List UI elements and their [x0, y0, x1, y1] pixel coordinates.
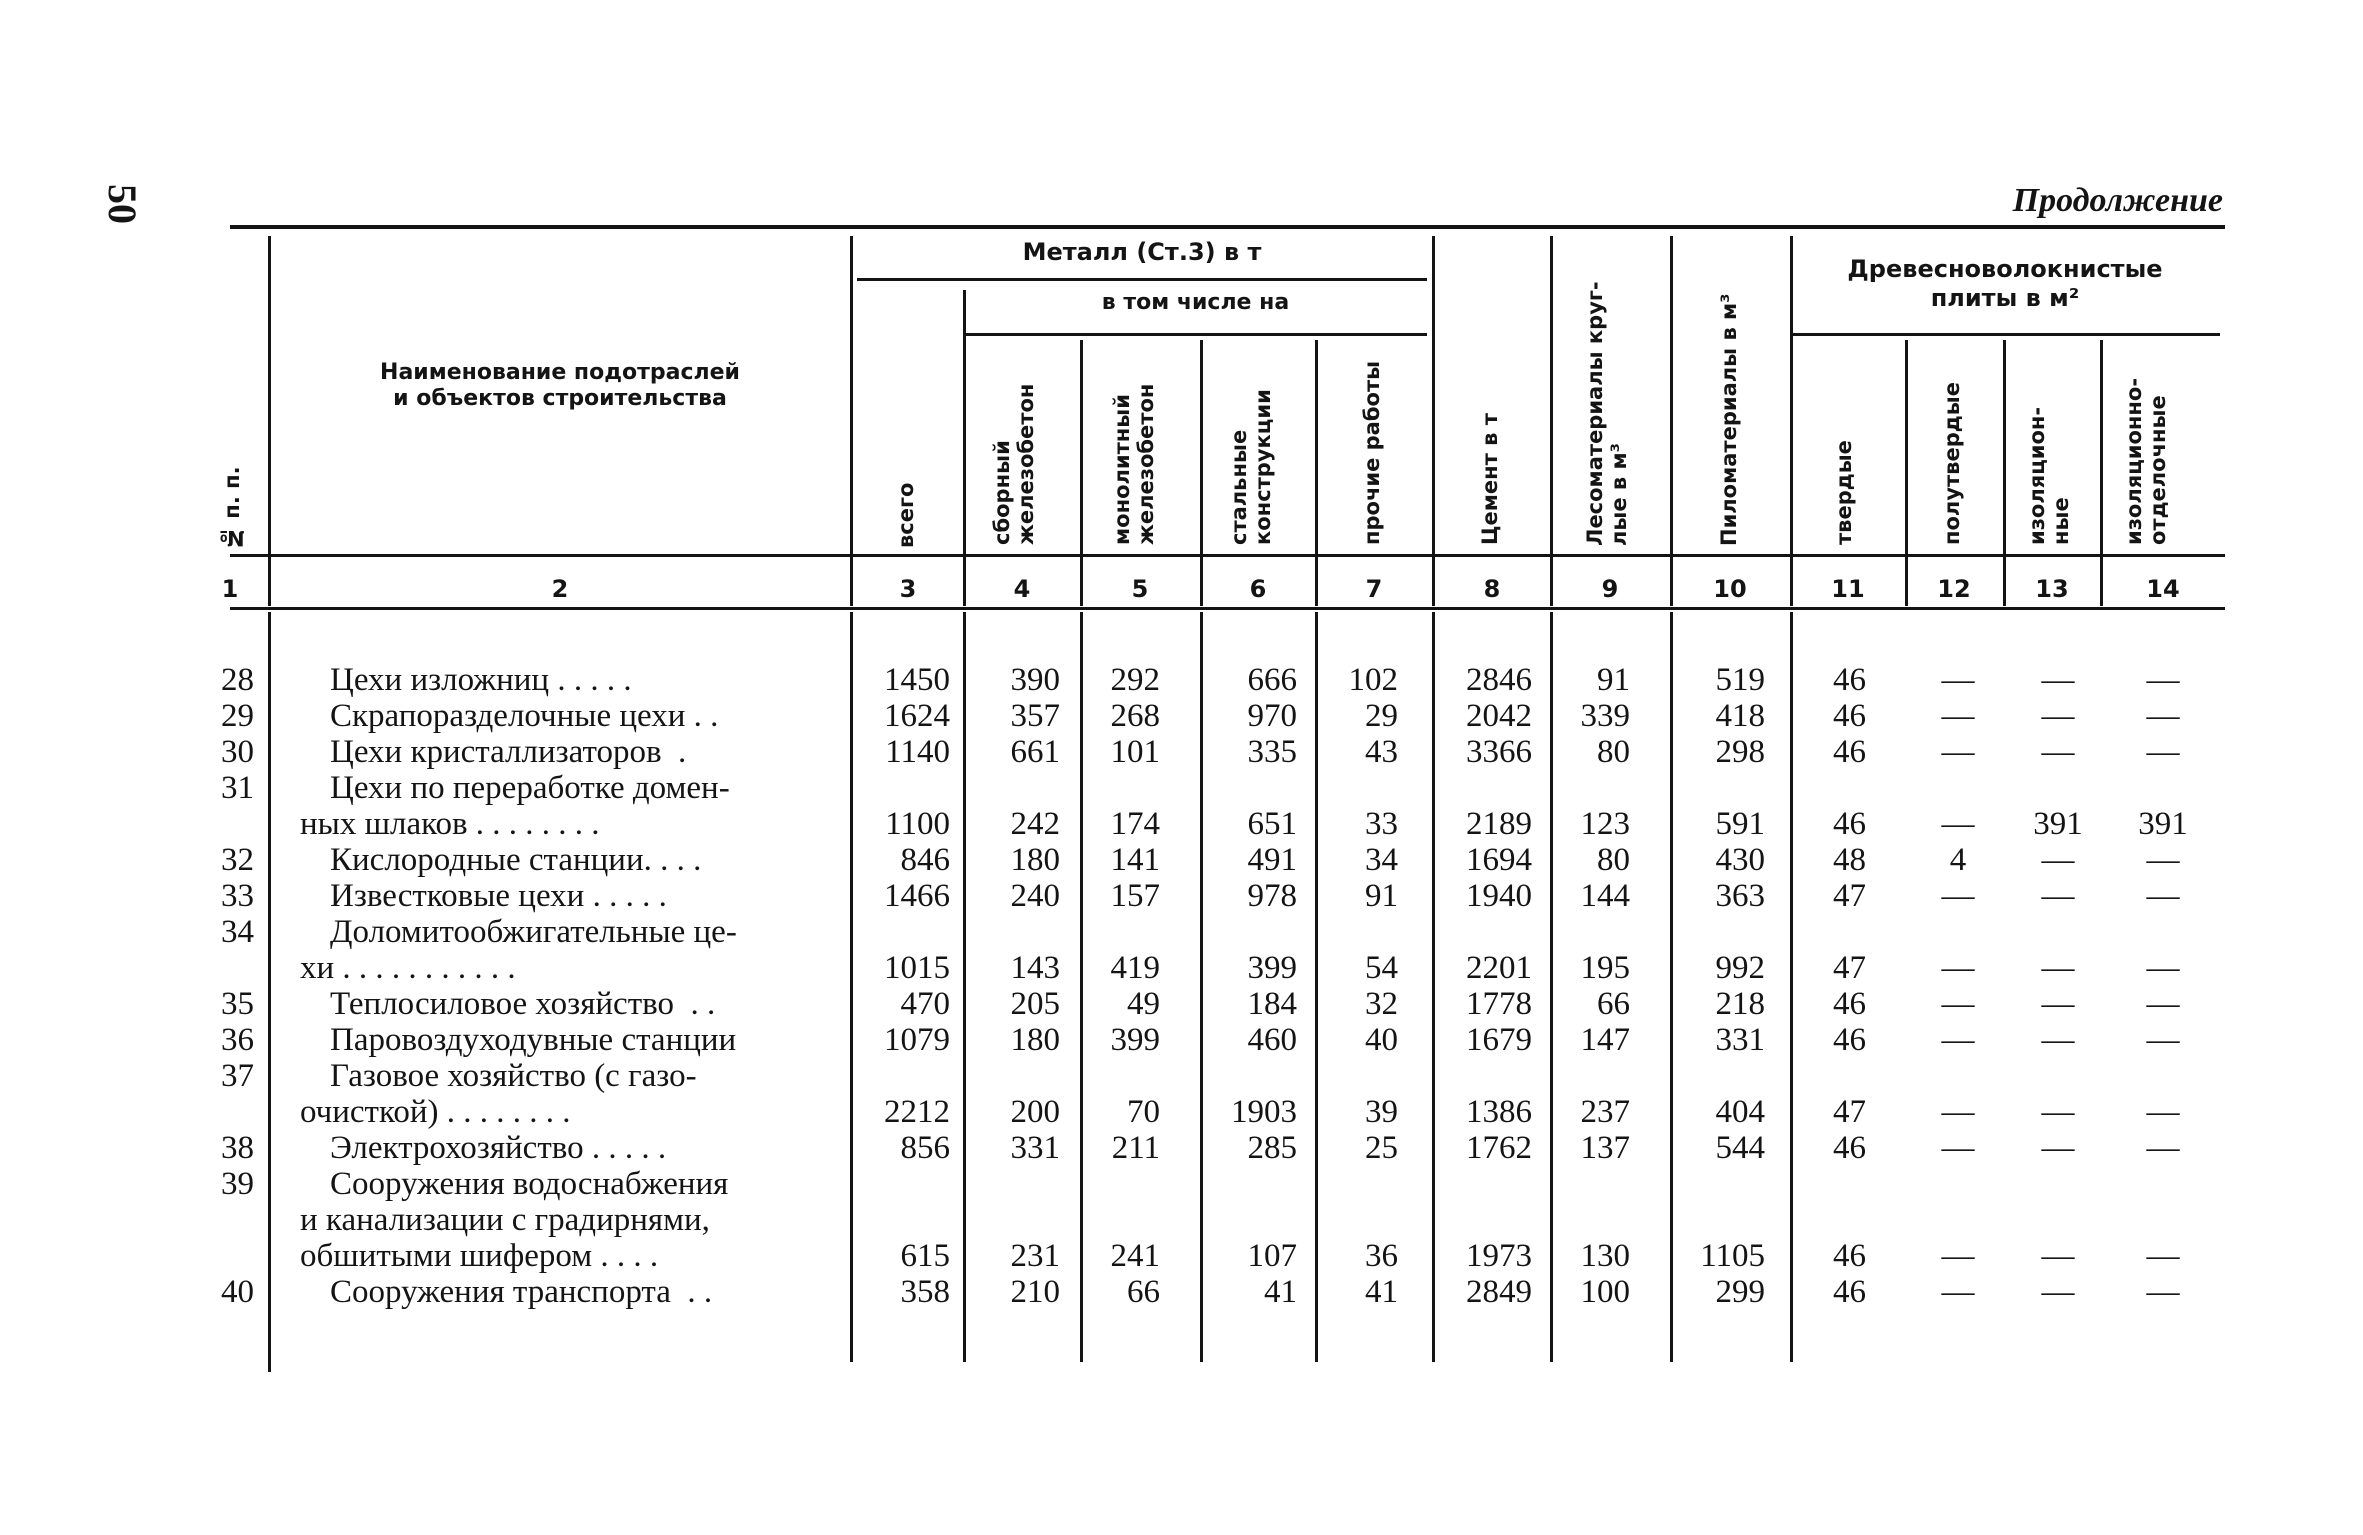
table-cell: 36: [1365, 1238, 1398, 1274]
table-cell: 615: [900, 1238, 950, 1274]
table-cell: —: [1941, 986, 1975, 1022]
table-cell: —: [2146, 842, 2180, 878]
table-cell: 41: [1264, 1274, 1297, 1310]
header-metal-subgroup: в том числе на: [1101, 290, 1290, 315]
table-cell: 47: [1833, 1094, 1866, 1130]
table-cell: —: [2146, 734, 2180, 770]
table-cell: 47: [1833, 878, 1866, 914]
table-cell: 339: [1580, 698, 1630, 734]
table-cell: 184: [1247, 986, 1297, 1022]
table-cell: 285: [1247, 1130, 1297, 1166]
table-cell: 100: [1580, 1274, 1630, 1310]
table-cell: 978: [1247, 878, 1297, 914]
col-divider: [1200, 340, 1203, 606]
table-cell: 4: [1949, 842, 1967, 878]
table-cell: 46: [1833, 662, 1866, 698]
table-cell: —: [1941, 1130, 1975, 1166]
table-cell: —: [1941, 1274, 1975, 1310]
table-cell: 242: [1010, 806, 1060, 842]
table-cell: 25: [1365, 1130, 1398, 1166]
col-divider: [2003, 340, 2006, 606]
header-num: № п. п.: [220, 466, 244, 550]
row-name: Газовое хозяйство (с газо-: [330, 1058, 697, 1094]
table-cell: 2201: [1466, 950, 1532, 986]
row-number: 39: [221, 1166, 254, 1202]
table-cell: —: [1941, 1238, 1975, 1274]
table-cell: 46: [1833, 734, 1866, 770]
row-name: Паровоздуходувные станции: [330, 1022, 737, 1058]
table-cell: 80: [1597, 842, 1630, 878]
table-cell: 846: [900, 842, 950, 878]
table-cell: 2846: [1466, 662, 1532, 698]
table-cell: 231: [1010, 1238, 1060, 1274]
row-name: обшитыми шифером . . . .: [300, 1238, 659, 1274]
table-cell: 404: [1715, 1094, 1765, 1130]
table-cell: 210: [1010, 1274, 1060, 1310]
row-name: Цехи изложниц . . . . .: [330, 662, 632, 698]
table-cell: 470: [900, 986, 950, 1022]
row-name: Доломитообжигательные це-: [330, 914, 737, 950]
table-cell: —: [2041, 1022, 2075, 1058]
table-cell: 157: [1110, 878, 1160, 914]
table-cell: —: [2146, 950, 2180, 986]
table-cell: 46: [1833, 1022, 1866, 1058]
table-cell: —: [1941, 950, 1975, 986]
table-cell: —: [2041, 662, 2075, 698]
table-cell: 992: [1715, 950, 1765, 986]
col-divider: [1905, 340, 1908, 606]
table-cell: 1694: [1466, 842, 1532, 878]
table-cell: 399: [1247, 950, 1297, 986]
table-cell: —: [2041, 698, 2075, 734]
table-cell: 143: [1010, 950, 1060, 986]
table-cell: —: [2146, 1274, 2180, 1310]
table-cell: 651: [1247, 806, 1297, 842]
table-cell: 48: [1833, 842, 1866, 878]
table-cell: 49: [1127, 986, 1160, 1022]
col-divider: [268, 236, 271, 606]
row-number: 29: [221, 698, 254, 734]
table-cell: 591: [1715, 806, 1765, 842]
table-cell: 195: [1580, 950, 1630, 986]
row-number: 28: [221, 662, 254, 698]
table-cell: —: [2146, 698, 2180, 734]
table-cell: 54: [1365, 950, 1398, 986]
row-name: Кислородные станции. . . .: [330, 842, 702, 878]
column-number: 8: [1483, 575, 1501, 603]
column-number: 10: [1713, 575, 1747, 603]
metal-group-rule: [857, 278, 1427, 281]
table-cell: —: [2041, 734, 2075, 770]
table-cell: —: [1941, 1022, 1975, 1058]
continuation-label: Продолжение: [2012, 182, 2223, 219]
header-cement: Цемент в т: [1478, 413, 1502, 545]
col-divider: [2100, 340, 2103, 606]
table-cell: 1940: [1466, 878, 1532, 914]
table-cell: 237: [1580, 1094, 1630, 1130]
table-cell: 241: [1110, 1238, 1160, 1274]
table-cell: 1450: [884, 662, 950, 698]
header-vsego: всего: [894, 482, 918, 548]
row-name: Электрохозяйство . . . . .: [330, 1130, 667, 1166]
row-name: Цехи кристаллизаторов .: [330, 734, 687, 770]
row-name: Известковые цехи . . . . .: [330, 878, 667, 914]
table-cell: 211: [1111, 1130, 1160, 1166]
table-cell: 180: [1010, 1022, 1060, 1058]
table-cell: 46: [1833, 698, 1866, 734]
header-polutverd: полутвердые: [1940, 382, 1964, 545]
col-divider: [850, 236, 853, 606]
table-cell: —: [1941, 734, 1975, 770]
col-divider: [268, 612, 271, 1372]
table-cell: 331: [1715, 1022, 1765, 1058]
table-cell: 1015: [884, 950, 950, 986]
table-cell: 41: [1365, 1274, 1398, 1310]
table-cell: 34: [1365, 842, 1398, 878]
row-name: Сооружения транспорта . .: [330, 1274, 713, 1310]
table-cell: 2189: [1466, 806, 1532, 842]
table-cell: 460: [1247, 1022, 1297, 1058]
table-cell: 292: [1110, 662, 1160, 698]
table-cell: 130: [1580, 1238, 1630, 1274]
table-cell: —: [2146, 986, 2180, 1022]
row-number: 35: [221, 986, 254, 1022]
column-number: 13: [2035, 575, 2069, 603]
column-number: 2: [551, 575, 569, 603]
row-number: 34: [221, 914, 254, 950]
table-cell: 43: [1365, 734, 1398, 770]
table-cell: —: [1941, 662, 1975, 698]
table-cell: 1778: [1466, 986, 1532, 1022]
row-name: Сооружения водоснабжения: [330, 1166, 729, 1202]
table-cell: 491: [1247, 842, 1297, 878]
table-cell: —: [2041, 1130, 2075, 1166]
table-cell: —: [2146, 662, 2180, 698]
table-cell: 66: [1127, 1274, 1160, 1310]
table-cell: 335: [1247, 734, 1297, 770]
column-number: 3: [899, 575, 917, 603]
table-cell: 40: [1365, 1022, 1398, 1058]
col-divider: [1670, 236, 1673, 606]
header-izol: изоляцион- ные: [2025, 406, 2074, 545]
row-number: 30: [221, 734, 254, 770]
table-cell: 1624: [884, 698, 950, 734]
row-name: Цехи по переработке домен-: [330, 770, 730, 806]
table-cell: —: [2041, 1274, 2075, 1310]
row-name: и канализации с градирнями,: [300, 1202, 710, 1238]
table-cell: 1973: [1466, 1238, 1532, 1274]
table-cell: 1105: [1700, 1238, 1765, 1274]
table-cell: 46: [1833, 806, 1866, 842]
row-name: Скрапоразделочные цехи . .: [330, 698, 719, 734]
table-cell: 39: [1365, 1094, 1398, 1130]
table-cell: 363: [1715, 878, 1765, 914]
table-cell: 2042: [1466, 698, 1532, 734]
metal-subgroup-rule: [964, 333, 1427, 336]
table-cell: 205: [1010, 986, 1060, 1022]
table-cell: 102: [1348, 662, 1398, 698]
header-stal: стальные конструкции: [1227, 389, 1276, 545]
table-cell: —: [2041, 1238, 2075, 1274]
table-cell: 29: [1365, 698, 1398, 734]
table-cell: 46: [1833, 1130, 1866, 1166]
header-izol-otd: изоляционно- отделочные: [2122, 377, 2171, 545]
table-cell: 1140: [885, 734, 950, 770]
row-number: 36: [221, 1022, 254, 1058]
table-cell: —: [2041, 1094, 2075, 1130]
table-cell: 66: [1597, 986, 1630, 1022]
row-name: хи . . . . . . . . . . .: [300, 950, 516, 986]
col-divider: [1432, 236, 1435, 606]
table-cell: 137: [1580, 1130, 1630, 1166]
column-number: 4: [1013, 575, 1031, 603]
table-cell: 391: [2033, 806, 2083, 842]
table-cell: 544: [1715, 1130, 1765, 1166]
table-cell: 519: [1715, 662, 1765, 698]
table-cell: 298: [1715, 734, 1765, 770]
table-cell: 180: [1010, 842, 1060, 878]
table-cell: —: [1941, 698, 1975, 734]
header-name: Наименование подотраслей и объектов строительства: [380, 360, 740, 412]
table-cell: 358: [900, 1274, 950, 1310]
table-cell: 1903: [1231, 1094, 1297, 1130]
header-monolit: монолитный железобетон: [1110, 383, 1159, 545]
table-cell: —: [2041, 842, 2075, 878]
table-cell: 101: [1110, 734, 1160, 770]
header-prochie: прочие работы: [1360, 360, 1384, 545]
table-cell: 391: [2138, 806, 2188, 842]
column-number: 6: [1249, 575, 1267, 603]
column-number: 7: [1365, 575, 1383, 603]
row-name: Теплосиловое хозяйство . .: [330, 986, 716, 1022]
table-cell: 331: [1010, 1130, 1060, 1166]
header-drev-group: Древесноволокнистые плиты в м²: [1847, 255, 2163, 312]
table-cell: 91: [1597, 662, 1630, 698]
table-cell: 357: [1010, 698, 1060, 734]
table-cell: 856: [900, 1130, 950, 1166]
colnum-bottom-rule: [230, 607, 2225, 610]
table-cell: 32: [1365, 986, 1398, 1022]
table-cell: 2212: [884, 1094, 950, 1130]
table-cell: 1386: [1466, 1094, 1532, 1130]
table-cell: —: [2146, 1094, 2180, 1130]
table-cell: —: [2146, 1022, 2180, 1058]
table-cell: 1466: [884, 878, 950, 914]
table-cell: 80: [1597, 734, 1630, 770]
col-divider: [1080, 340, 1083, 606]
row-number: 40: [221, 1274, 254, 1310]
table-cell: —: [2146, 878, 2180, 914]
table-cell: 970: [1247, 698, 1297, 734]
table-cell: 174: [1110, 806, 1160, 842]
table-cell: 419: [1110, 950, 1160, 986]
table-cell: 1079: [884, 1022, 950, 1058]
table-cell: 399: [1110, 1022, 1160, 1058]
column-number: 5: [1131, 575, 1149, 603]
table-cell: 33: [1365, 806, 1398, 842]
header-metal-group: Металл (Ст.3) в т: [1022, 238, 1262, 266]
table-cell: —: [2146, 1238, 2180, 1274]
table-cell: 46: [1833, 1274, 1866, 1310]
table-cell: 1679: [1466, 1022, 1532, 1058]
column-number: 14: [2146, 575, 2180, 603]
row-number: 38: [221, 1130, 254, 1166]
table-cell: 144: [1580, 878, 1630, 914]
col-divider: [963, 290, 966, 606]
table-cell: 1762: [1466, 1130, 1532, 1166]
table-cell: 2849: [1466, 1274, 1532, 1310]
table-cell: —: [2041, 878, 2075, 914]
header-sborny: сборный железобетон: [990, 383, 1039, 545]
table-cell: 46: [1833, 986, 1866, 1022]
table-cell: —: [1941, 878, 1975, 914]
page-number: 50: [100, 184, 145, 224]
table-cell: 70: [1127, 1094, 1160, 1130]
table-cell: 430: [1715, 842, 1765, 878]
row-number: 32: [221, 842, 254, 878]
table-cell: 141: [1110, 842, 1160, 878]
table-cell: —: [2146, 1130, 2180, 1166]
header-bottom-rule: [230, 554, 2225, 557]
table-cell: 46: [1833, 1238, 1866, 1274]
table-cell: 268: [1110, 698, 1160, 734]
table-cell: 661: [1010, 734, 1060, 770]
row-name: ных шлаков . . . . . . . .: [300, 806, 600, 842]
row-number: 33: [221, 878, 254, 914]
table-cell: 107: [1247, 1238, 1297, 1274]
table-cell: 418: [1715, 698, 1765, 734]
table-cell: 218: [1715, 986, 1765, 1022]
header-les: Лесоматериалы круг- лые в м³: [1583, 281, 1632, 546]
top-rule: [230, 225, 2225, 229]
table-cell: —: [1941, 806, 1975, 842]
header-pilo: Пиломатериалы в м³: [1717, 293, 1741, 546]
col-divider: [1315, 340, 1318, 606]
table-cell: —: [2041, 986, 2075, 1022]
table-cell: —: [1941, 1094, 1975, 1130]
table-cell: 299: [1715, 1274, 1765, 1310]
table-cell: 123: [1580, 806, 1630, 842]
row-number: 31: [221, 770, 254, 806]
table-cell: 1100: [885, 806, 950, 842]
header-tverd: твердые: [1832, 440, 1856, 545]
column-number: 9: [1601, 575, 1619, 603]
table-cell: 390: [1010, 662, 1060, 698]
row-name: очисткой) . . . . . . . .: [300, 1094, 571, 1130]
row-number: 37: [221, 1058, 254, 1094]
table-cell: —: [2041, 950, 2075, 986]
table-cell: 91: [1365, 878, 1398, 914]
table-cell: 3366: [1466, 734, 1532, 770]
table-cell: 666: [1247, 662, 1297, 698]
table-cell: 47: [1833, 950, 1866, 986]
table-cell: 240: [1010, 878, 1060, 914]
table-cell: 200: [1010, 1094, 1060, 1130]
drev-group-rule: [1790, 333, 2220, 336]
table-cell: 147: [1580, 1022, 1630, 1058]
col-divider: [1550, 236, 1553, 606]
column-number: 11: [1831, 575, 1865, 603]
column-number: 12: [1937, 575, 1971, 603]
column-number: 1: [221, 575, 239, 603]
